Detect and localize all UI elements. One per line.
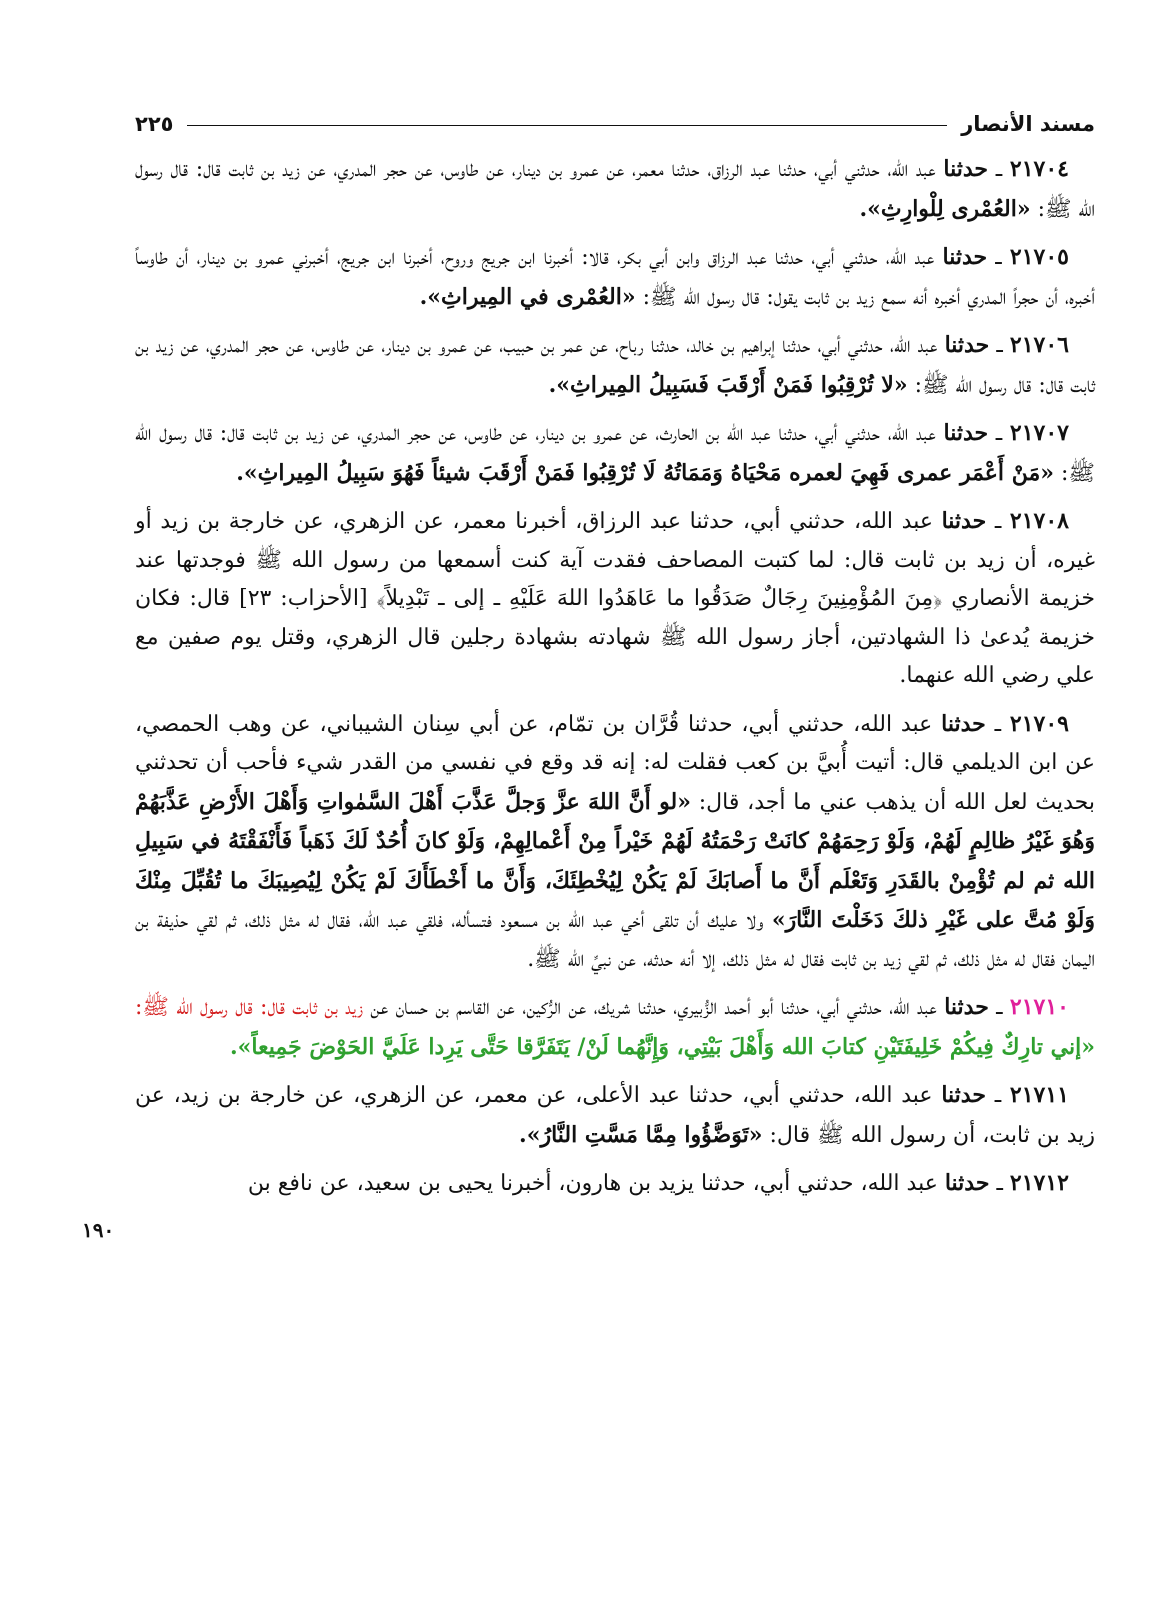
hadith-number: ٢١٧٠٩ <box>1009 710 1069 737</box>
hadith-text: عبد الله، حدثني أبي، حدثنا إبراهيم بن خالد، حدثنا رباح، عن عمر بن حبيب، عن عمرو بن دينار، عن طاوس، عن حجر المدري، عن زيد بن ثابت قال: قال رسول الله ﷺ: <box>135 333 1095 398</box>
hadith-keyword: حدثنا <box>944 994 989 1020</box>
hadith-entry: ٢١٧٠٩ ـ حدثنا عبد الله، حدثني أبي، حدثنا قُرَّان بن تمّام، عن أبي سِنان الشيباني، عن وهب الحمصي، عن ابن الديلمي قال: أتيت أُبيَّ بن كعب فقلت له: إنه قد وقع في نفسي من القدر شيء فأحب أن تحدثني بحديث لعل الله أن يذهب عني ما أجد، قال: «لو أَنَّ اللهَ عزَّ وَجلَّ عَذَّبَ أَهْلَ السَّمٰواتِ وَأَهْلَ الأَرْضِ عَذَّبَهُمْ وَهُوَ غَيْرُ ظالِمٍ لَهُمْ، وَلَوْ رَحِمَهُمْ كانَتْ رَحْمَتُهُ لَهُمْ خَيْراً مِنْ أَعْمالِهِمْ، وَلَوْ كانَ أُحُدٌ لَكَ ذَهَباً فَأَنْفَقْتَهُ في سَبِيلِ الله ثم لم تُؤْمِنْ بالقَدَرِ وَتَعْلَم أَنَّ ما أَصابَكَ لَمْ يَكُنْ لِيُخْطِئَكَ، وَأَنَّ ما أَخْطَأَكَ لَمْ يَكُنْ لِيُصِيبَكَ ما تُقُبِّلَ مِنْكَ وَلَوْ مُتَّ على غَيْرِ ذلكَ دَخَلْتَ النَّارَ» ولا عليك أن تلقى أخي عبد الله بن مسعود فتسأله، فلقي عبد الله، فقال له مثل ذلك، ثم لقي حذيفة بن اليمان فقال له مثل ذلك، ثم لقي زيد بن ثابت فقال له مثل ذلك، إلا أنه حدثه، عن نبيِّ الله ﷺ. <box>135 710 1095 972</box>
hadith-quote: «إني تارِكٌ فِيكُمْ خَلِيفَتَيْنِ كتابَ الله وَأَهْلَ بَيْتِي، وَإِنَّهُما لَنْ/ يَتَفَرَّقا حَتَّى يَرِدا عَلَيَّ الحَوْضَ جَمِيعاً». <box>230 1033 1095 1060</box>
hadith-entry: ٢١٧١١ ـ حدثنا عبد الله، حدثني أبي، حدثنا عبد الأعلى، عن معمر، عن الزهري، عن خارجة بن زيد، عن زيد بن ثابت، أن رسول الله ﷺ قال: «تَوَضَّؤُوا مِمَّا مَسَّتِ النَّارُ». <box>135 1082 1095 1148</box>
hadith-entry-highlighted: ٢١٧١٠ ـ حدثنا عبد الله، حدثني أبي، حدثنا أبو أحمد الزُّبيري، حدثنا شريك، عن الرُّكين، عن القاسم بن حسان عن زيد بن ثابت قال: قال رسول الله ﷺ: «إني تارِكٌ فِيكُمْ خَلِيفَتَيْنِ كتابَ الله وَأَهْلَ بَيْتِي، وَإِنَّهُما لَنْ/ يَتَفَرَّقا حَتَّى يَرِدا عَلَيَّ الحَوْضَ جَمِيعاً». <box>135 994 1095 1060</box>
header-rule <box>187 125 947 126</box>
hadith-text: عبد الله، حدثني أبي، حدثنا عبد الأعلى، عن معمر، عن الزهري، عن خارجة بن زيد، عن زيد بن ثابت، أن رسول الله ﷺ قال: <box>135 1083 1095 1148</box>
hadith-keyword: حدثنا <box>941 1082 986 1108</box>
hadith-number: ٢١٧١١ <box>1009 1082 1069 1108</box>
hadith-keyword: حدثنا <box>941 508 987 534</box>
hadith-number: ٢١٧٠٤ <box>1009 156 1069 182</box>
hadith-quote: «تَوَضَّؤُوا مِمَّا مَسَّتِ النَّارُ». <box>519 1121 763 1148</box>
header-title: مسند الأنصار <box>961 112 1095 136</box>
hadith-keyword: حدثنا <box>942 244 988 270</box>
hadith-text: عبد الله، حدثني أبي، حدثنا عبد الله بن الحارث، عن عمرو بن دينار، عن طاوس، عن حجر المدري، عن زيد بن ثابت قال: قال رسول الله ﷺ: <box>135 421 1095 486</box>
hadith-number: ٢١٧٠٨ <box>1009 508 1069 534</box>
margin-number: ١٩٠ <box>82 1218 115 1242</box>
hadith-keyword: حدثنا <box>943 156 989 182</box>
hadith-quote: «مَنْ أَعْمَر عمرى فَهِيَ لعمره مَحْيَاهُ وَمَمَاتُهُ لَا تُرْقِبُوا فَمَنْ أَرْقَبَ شيئاً فَهُوَ سَبِيلُ المِيراثِ». <box>236 459 1054 486</box>
hadith-entry: ٢١٧٠٤ ـ حدثنا عبد الله، حدثني أبي، حدثنا عبد الرزاق، حدثنا معمر، عن عمرو بن دينار، عن طاوس، عن حجر المدري، عن زيد بن ثابت قال: قال رسول الله ﷺ: «العُمْرى لِلْوارِثِ». <box>135 156 1095 222</box>
page-body <box>135 150 1095 1213</box>
hadith-keyword: حدثنا <box>941 710 986 737</box>
hadith-number: ٢١٧٠٧ <box>1009 420 1069 446</box>
hadith-quote: «العُمْرى لِلْوارِثِ». <box>859 195 1031 222</box>
hadith-number: ٢١٧١٢ <box>1009 1170 1069 1196</box>
hadith-text: عبد الله، حدثني أبي، حدثنا قُرَّان بن تمّام، عن أبي سِنان الشيباني، عن وهب الحمصي، عن ابن الديلمي قال: أتيت أُبيَّ بن كعب فقلت له: إنه قد وقع في نفسي من القدر شيء فأحب أن تحدثني بحديث لعل الله أن يذهب عني ما أجد، قال: <box>135 711 1095 815</box>
hadith-keyword: حدثنا <box>943 420 989 446</box>
hadith-entry: ٢١٧٠٧ ـ حدثنا عبد الله، حدثني أبي، حدثنا عبد الله بن الحارث، عن عمرو بن دينار، عن طاوس، عن حجر المدري، عن زيد بن ثابت قال: قال رسول الله ﷺ: «مَنْ أَعْمَر عمرى فَهِيَ لعمره مَحْيَاهُ وَمَمَاتُهُ لَا تُرْقِبُوا فَمَنْ أَرْقَبَ شيئاً فَهُوَ سَبِيلُ المِيراثِ». <box>135 420 1095 486</box>
hadith-text: عبد الله، حدثني أبي، حدثنا عبد الرزاق، أخبرنا معمر، عن الزهري، عن خارجة بن زيد أو غيره، أن زيد بن ثابت قال: لما كتبت المصاحف فقدت آية كنت أسمعها من رسول الله ﷺ فوجدتها عند خزيمة الأنصاري ﴿مِنَ المُؤْمِنِينَ رِجَالٌ صَدَقُوا ما عَاهَدُوا اللهَ عَلَيْهِ ـ إلى ـ تَبْدِيلاً﴾ [الأحزاب: ٢٣] قال: فكان خزيمة يُدعىٰ ذا الشهادتين، أجاز رسول الله ﷺ شهادته بشهادة رجلين قال الزهري، وقتل يوم صفين مع علي رضي الله عنهما. <box>135 509 1095 688</box>
hadith-text: عبد الله، حدثني أبي، حدثنا يزيد بن هارون، أخبرنا يحيى بن سعيد، عن نافع بن <box>247 1171 938 1196</box>
hadith-entry: ٢١٧١٢ ـ حدثنا عبد الله، حدثني أبي، حدثنا يزيد بن هارون، أخبرنا يحيى بن سعيد، عن نافع بن <box>247 1170 1069 1196</box>
hadith-tail: ولا عليك أن تلقى أخي عبد الله بن مسعود فتسأله، فلقي عبد الله، فقال له مثل ذلك، ثم لقي حذيفة بن اليمان فقال له مثل ذلك، ثم لقي زيد بن ثابت فقال له مثل ذلك، إلا أنه حدثه، عن نبيِّ الله ﷺ. <box>135 908 1095 972</box>
hadith-entry: ٢١٧٠٥ ـ حدثنا عبد الله، حدثني أبي، حدثنا عبد الرزاق وابن أبي بكر، قالا: أخبرنا ابن جريج وروح، أخبرنا ابن جريج، أخبرني عمرو بن دينار، أن طاوساً أخبره، أن حجراً المدري أخبره أنه سمع زيد بن ثابت يقول: قال رسول الله ﷺ: «العُمْرى في المِيراثِ». <box>135 244 1095 310</box>
hadith-number: ٢١٧٠٦ <box>1009 332 1069 358</box>
hadith-quote: «لا تُرْقِبُوا فَمَنْ أَرْقَبَ فَسَبِيلُ المِيراثِ». <box>548 371 908 398</box>
hadith-entry: ٢١٧٠٦ ـ حدثنا عبد الله، حدثني أبي، حدثنا إبراهيم بن خالد، حدثنا رباح، عن عمر بن حبيب، عن عمرو بن دينار، عن طاوس، عن حجر المدري، عن زيد بن ثابت قال: قال رسول الله ﷺ: «لا تُرْقِبُوا فَمَنْ أَرْقَبَ فَسَبِيلُ المِيراثِ». <box>135 332 1095 398</box>
running-header <box>135 96 1095 136</box>
page-number: ٢٢٥ <box>135 112 174 136</box>
hadith-quote: «لو أَنَّ اللهَ عزَّ وَجلَّ عَذَّبَ أَهْلَ السَّمٰواتِ وَأَهْلَ الأَرْضِ عَذَّبَهُمْ وَهُوَ غَيْرُ ظالِمٍ لَهُمْ، وَلَوْ رَحِمَهُمْ كانَتْ رَحْمَتُهُ لَهُمْ خَيْراً مِنْ أَعْمالِهِمْ، وَلَوْ كانَ أُحُدٌ لَكَ ذَهَباً فَأَنْفَقْتَهُ في سَبِيلِ الله ثم لم تُؤْمِنْ بالقَدَرِ وَتَعْلَم أَنَّ ما أَصابَكَ لَمْ يَكُنْ لِيُخْطِئَكَ، وَأَنَّ ما أَخْطَأَكَ لَمْ يَكُنْ لِيُصِيبَكَ ما تُقُبِّلَ مِنْكَ وَلَوْ مُتَّ على غَيْرِ ذلكَ دَخَلْتَ النَّارَ» <box>135 788 1095 933</box>
hadith-text: عبد الله، حدثني أبي، حدثنا أبو أحمد الزُّبيري، حدثنا شريك، عن الرُّكين، عن القاسم بن حسان عن <box>370 995 937 1020</box>
hadith-number: ٢١٧١٠ <box>1009 994 1069 1020</box>
hadith-narrator-highlight: زيد بن ثابت قال: قال رسول الله ﷺ: <box>135 995 364 1020</box>
hadith-keyword: حدثنا <box>944 332 990 358</box>
hadith-number: ٢١٧٠٥ <box>1009 244 1069 270</box>
hadith-text: عبد الله، حدثني أبي، حدثنا عبد الرزاق وابن أبي بكر، قالا: أخبرنا ابن جريج وروح، أخبرنا ابن جريج، أخبرني عمرو بن دينار، أن طاوساً أخبره، أن حجراً المدري أخبره أنه سمع زيد بن ثابت يقول: قال رسول الله ﷺ: <box>135 245 1095 310</box>
hadith-text: عبد الله، حدثني أبي، حدثنا عبد الرزاق، حدثنا معمر، عن عمرو بن دينار، عن طاوس، عن حجر المدري، عن زيد بن ثابت قال: قال رسول الله ﷺ: <box>135 157 1095 222</box>
hadith-keyword: حدثنا <box>944 1170 990 1196</box>
hadith-entry: ٢١٧٠٨ ـ حدثنا عبد الله، حدثني أبي، حدثنا عبد الرزاق، أخبرنا معمر، عن الزهري، عن خارجة بن زيد أو غيره، أن زيد بن ثابت قال: لما كتبت المصاحف فقدت آية كنت أسمعها من رسول الله ﷺ فوجدتها عند خزيمة الأنصاري ﴿مِنَ المُؤْمِنِينَ رِجَالٌ صَدَقُوا ما عَاهَدُوا اللهَ عَلَيْهِ ـ إلى ـ تَبْدِيلاً﴾ [الأحزاب: ٢٣] قال: فكان خزيمة يُدعىٰ ذا الشهادتين، أجاز رسول الله ﷺ شهادته بشهادة رجلين قال الزهري، وقتل يوم صفين مع علي رضي الله عنهما. <box>135 508 1095 688</box>
hadith-quote: «العُمْرى في المِيراثِ». <box>419 283 636 310</box>
